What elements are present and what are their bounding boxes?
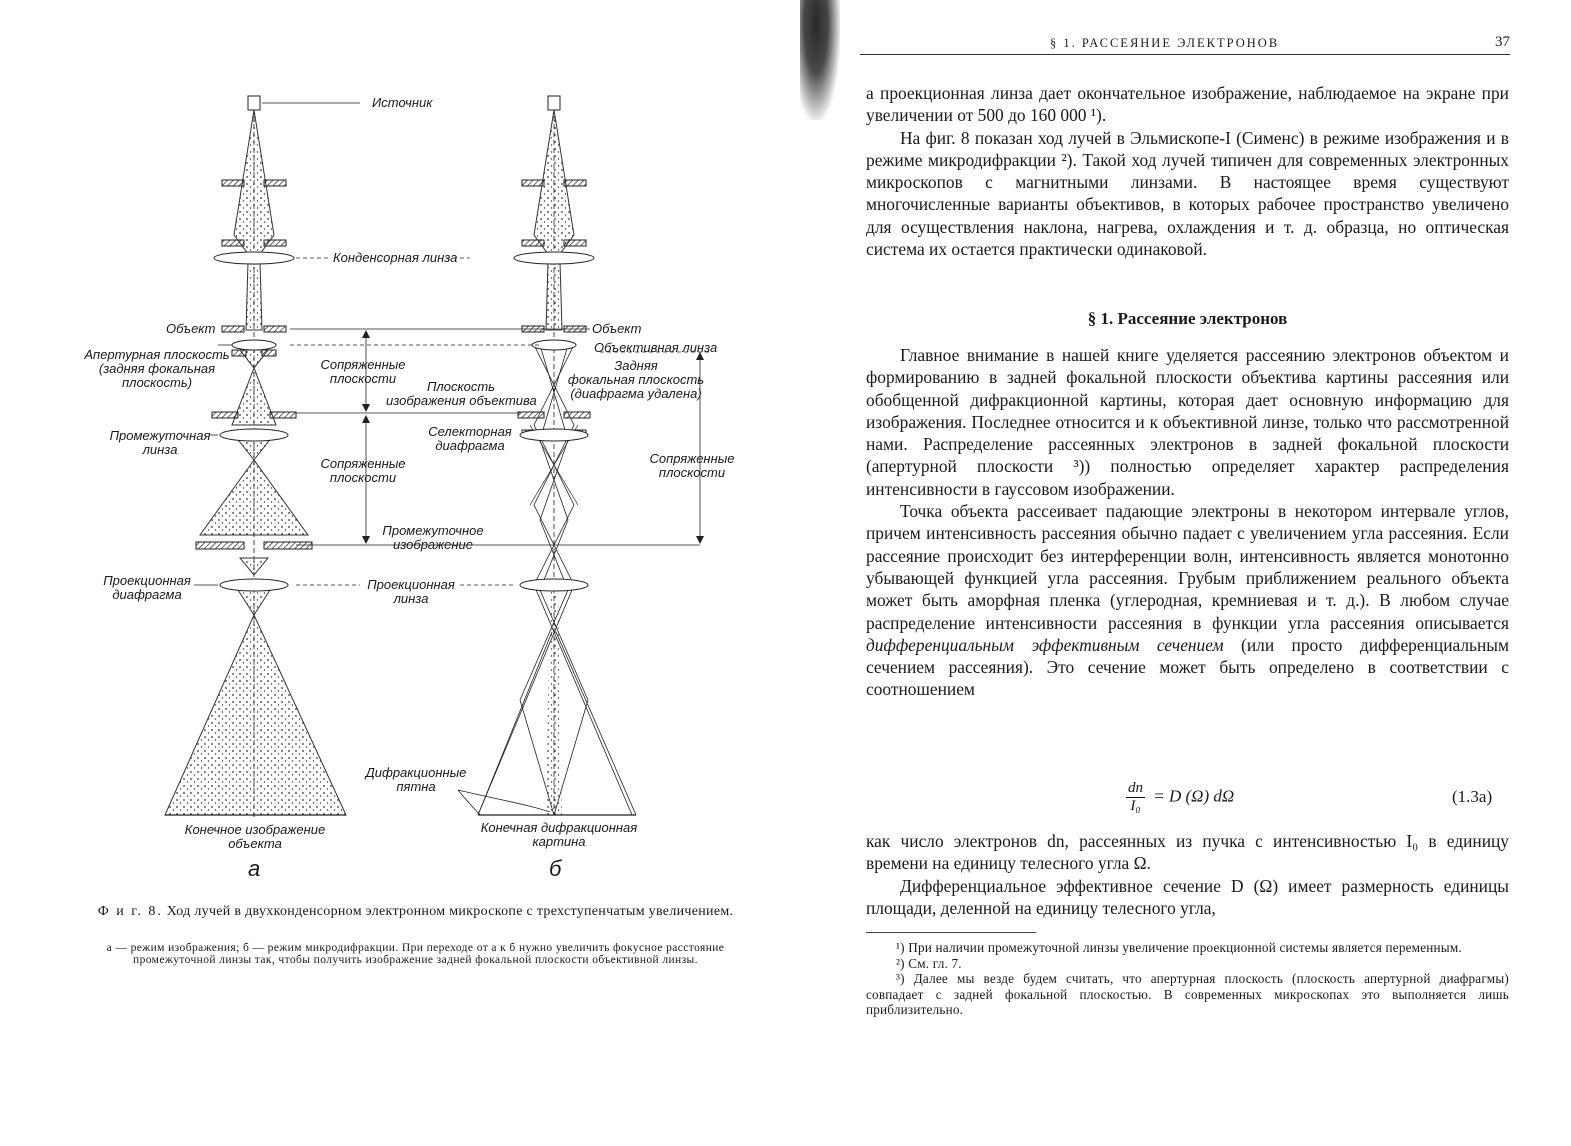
label-selector-aperture-line2: диафрагма bbox=[435, 438, 505, 453]
label-final-diffraction-pattern bbox=[466, 821, 652, 849]
paragraph-4-italic-term: дифференциальным эффективным сечением bbox=[866, 634, 1224, 655]
label-projection-lens-line1: Проекционная bbox=[367, 577, 455, 592]
paragraph-4 bbox=[866, 500, 1509, 701]
label-objective-image-plane-line2: изображения объектива bbox=[386, 393, 537, 408]
label-aperture-plane-line2: (задняя фокальная bbox=[98, 361, 216, 376]
label-conjugate-planes-3-line2: плоскости bbox=[658, 465, 726, 480]
footnote-3: ³) Далее мы везде будем считать, что апертурная плоскость (плоскость апертурной диафрагмы) совпадает с задней фокальной плоскостью. В современных микроскопах это выполняется лишь приблизительно. bbox=[866, 971, 1509, 1017]
label-projection-aperture bbox=[92, 574, 202, 602]
paragraph-2: На фиг. 8 показан ход лучей в Эльмископе-I (Сименс) в режиме изображения и в режиме микродифракции ²). Такой ход лучей типичен для современных электронных микроскопов с магнитными линзами. В настоящее время существуют многочисленные варианты объективов, в которых рабочее пространство увеличено для осуществления наклона, нагрева, охлаждения и т. д. образца, но оптическая система их остается практически одинаковой. bbox=[866, 127, 1509, 260]
body-text-top bbox=[866, 82, 1509, 260]
equation-1-3a bbox=[1126, 780, 1234, 815]
section-heading: § 1. Рассеяние электронов bbox=[1087, 309, 1288, 328]
equation-rhs: = D (Ω) dΩ bbox=[1153, 786, 1235, 806]
footnotes bbox=[866, 940, 1509, 1018]
label-projection-aperture-line1: Проекционная bbox=[103, 573, 191, 588]
label-final-diffraction-pattern-line2: картина bbox=[532, 834, 586, 849]
figure-caption-note: а — режим изображения; б — режим микродифракции. При переходе от а к б нужно увеличить фокусное расстояние промежуточной линзы так, чтобы получить изображение задней фокальной плоскости объективной линзы. bbox=[106, 942, 725, 966]
paragraph-3: Главное внимание в нашей книге уделяется рассеянию электронов объектом и формированию в задней фокальной плоскости объектива картины рассеяния или обобщенной дифракционной картины, которая дает основную информацию для изображения. Последнее относится и к объективной линзе, только что рассмотренной нами. Распределение рассеянных электронов в задней фокальной плоскости (апертурной плоскости ³)) полностью определяет характер распределения интенсивности в гауссовом изображении. bbox=[866, 345, 1509, 499]
footnote-1: ¹) При наличии промежуточной линзы увеличение проекционной системы является переменным. bbox=[896, 940, 1462, 955]
label-diffraction-spots bbox=[356, 766, 476, 794]
label-source: Источник bbox=[372, 95, 433, 110]
label-intermediate-lens bbox=[102, 429, 218, 457]
label-conjugate-planes-2-line1: Сопряженные bbox=[320, 456, 406, 471]
label-objective-lens: Объективная линза bbox=[594, 340, 718, 355]
label-conjugate-planes-1-line1: Сопряженные bbox=[320, 357, 406, 372]
equation-number: (1.3а) bbox=[1452, 787, 1493, 806]
label-conjugate-planes-3 bbox=[642, 452, 742, 480]
label-back-focal-plane bbox=[566, 359, 706, 401]
right-page bbox=[790, 0, 1571, 1146]
paragraph-4-start: Точка объекта рассеивает падающие электроны в некотором интервале углов, причем интенсивность рассеяния обычно падает с увеличением угла рассеяния. Если рассеяние происходит без интерференции волн, интенсивность является монотонно убывающей функцией угла рассеяния. Грубым приближением реального объекта может быть аморфная пленка (углеродная, кремниевая и т. д.). В любом случае распределение интенсивности рассеяния в функции угла рассеяния описывается bbox=[866, 501, 1509, 633]
label-aperture-plane-line3: плоскость) bbox=[121, 375, 193, 390]
label-projection-lens-line2: линза bbox=[393, 591, 429, 606]
running-head bbox=[860, 34, 1510, 55]
label-objective-image-plane-line1: Плоскость bbox=[426, 379, 495, 394]
label-intermediate-image-line1: Промежуточное bbox=[382, 523, 484, 538]
body-text-main bbox=[866, 344, 1509, 701]
label-final-image bbox=[170, 823, 340, 851]
label-final-diffraction-pattern-line1: Конечная дифракционная bbox=[480, 820, 638, 835]
source-a bbox=[248, 96, 260, 110]
label-aperture-plane-line1: Апертурная плоскость bbox=[84, 347, 230, 362]
label-back-focal-plane-line1: Задняя bbox=[614, 358, 658, 373]
running-head-title: § 1. РАССЕЯНИЕ ЭЛЕКТРОНОВ bbox=[1050, 36, 1280, 50]
label-final-image-line1: Конечное изображение bbox=[184, 822, 326, 837]
paragraph-1: а проекционная линза дает окончательное изображение, наблюдаемое на экране при увеличении от 500 до 160 000 ¹). bbox=[866, 83, 1509, 126]
label-object-a: Объект bbox=[166, 321, 216, 336]
figure-caption bbox=[88, 903, 743, 920]
paragraph-4-end: (или просто дифференциальным сечением рассеяния). Это сечение может быть определено в соответствии с соотношением bbox=[866, 634, 1509, 700]
footnote-2: ²) См. гл. 7. bbox=[896, 955, 962, 971]
equation-numerator: dn bbox=[1128, 780, 1143, 796]
label-objective-image-plane bbox=[386, 380, 536, 408]
label-condenser-lens: Конденсорная линза bbox=[333, 250, 458, 265]
label-intermediate-image-line2: изображение bbox=[393, 537, 473, 552]
label-back-focal-plane-line2: фокальная плоскость bbox=[567, 372, 705, 387]
label-conjugate-planes-1-line2: плоскости bbox=[329, 371, 397, 386]
label-aperture-plane bbox=[82, 348, 232, 390]
label-selector-aperture-line1: Селекторная bbox=[428, 424, 512, 439]
figure-caption-prefix: Ф и г. 8. bbox=[97, 904, 163, 919]
label-intermediate-lens-line2: линза bbox=[142, 442, 178, 457]
subfigure-letter-b: б bbox=[549, 856, 562, 881]
figure-caption-text: Ход лучей в двухконденсорном электронном микроскопе с трехступенчатым увеличением. bbox=[166, 904, 734, 919]
label-projection-lens bbox=[356, 578, 466, 606]
label-diffraction-spots-line1: Дифракционные bbox=[365, 765, 467, 780]
label-conjugate-planes-2-line2: плоскости bbox=[329, 470, 397, 485]
label-conjugate-planes-2 bbox=[313, 457, 413, 485]
paragraph-6: Дифференциальное эффективное сечение D (Ω) имеет размерность единицы площади, деленной на единицу телесного угла, bbox=[866, 875, 1509, 918]
label-intermediate-image bbox=[378, 524, 488, 552]
label-final-image-line2: объекта bbox=[228, 836, 282, 851]
equation-denominator: I₀ bbox=[1130, 798, 1141, 814]
label-intermediate-lens-line1: Промежуточная bbox=[109, 428, 211, 443]
source-b bbox=[548, 96, 560, 110]
page-number: 37 bbox=[1495, 34, 1510, 50]
subfigure-letter-a: а bbox=[248, 856, 261, 881]
equation-fraction bbox=[1126, 780, 1145, 815]
label-object-b: Объект bbox=[592, 321, 642, 336]
footnote-rule bbox=[866, 932, 1036, 933]
label-selector-aperture bbox=[420, 425, 520, 453]
paragraph-5: как число электронов dn, рассеянных из пучка с интенсивностью I₀ в единицу времени на единицу телесного угла Ω. bbox=[866, 831, 1509, 874]
label-diffraction-spots-line2: пятна bbox=[396, 779, 436, 794]
label-back-focal-plane-line3: (диафрагма удалена) bbox=[570, 386, 702, 401]
body-text-bottom bbox=[866, 830, 1509, 919]
label-conjugate-planes-3-line1: Сопряженные bbox=[649, 451, 735, 466]
label-projection-aperture-line2: диафрагма bbox=[112, 587, 182, 602]
